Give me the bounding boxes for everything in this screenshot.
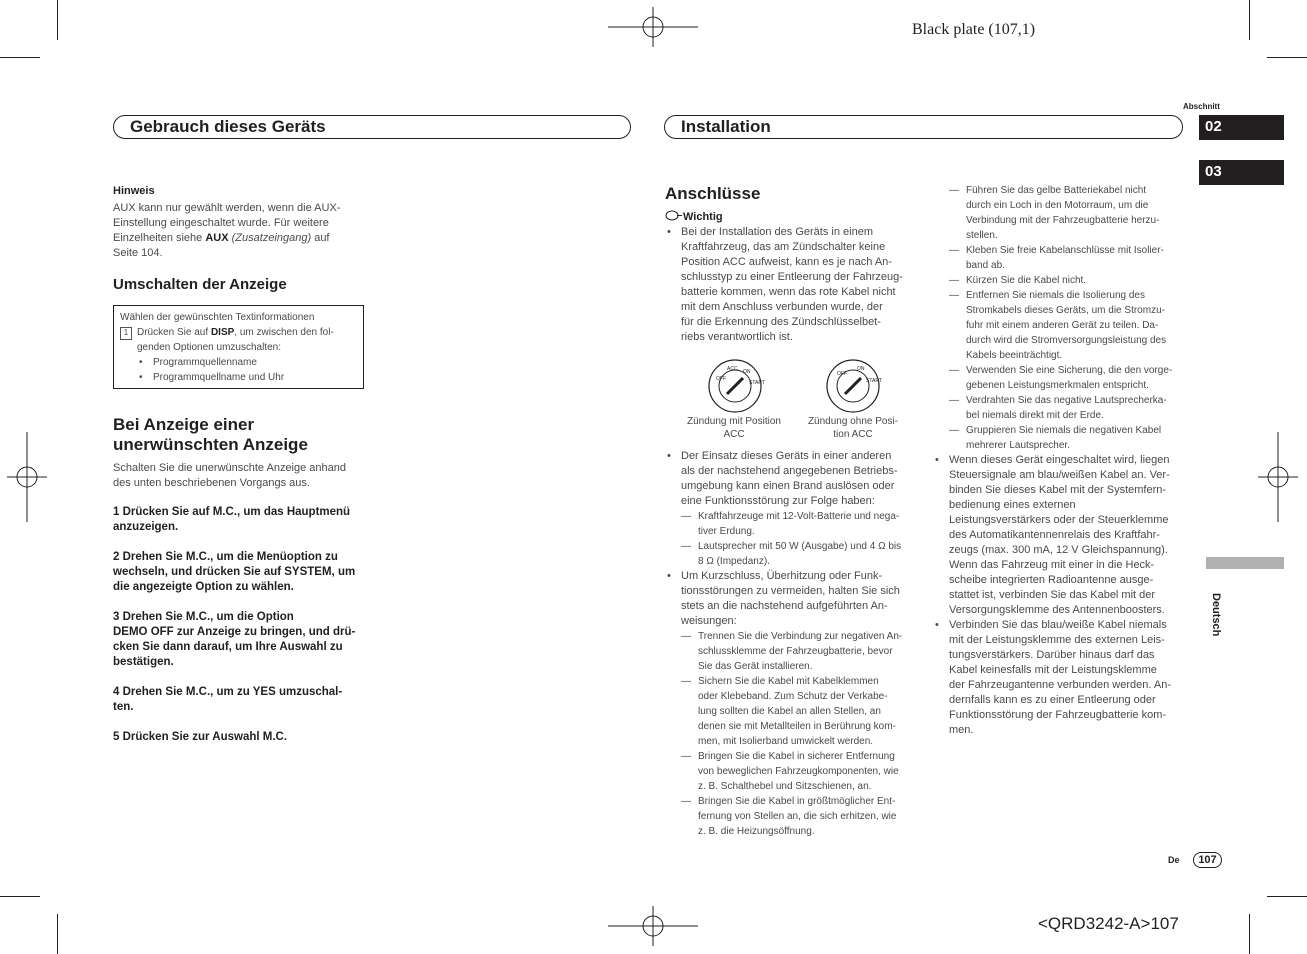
anschluesse-title: Anschlüsse xyxy=(665,184,761,203)
text-line: von beweglichen Fahrzeugkomponenten, wie xyxy=(698,766,899,777)
anzeige-title: Bei Anzeige einer xyxy=(113,415,255,434)
text-line: bel niemals direkt mit der Erde. xyxy=(966,410,1104,421)
dash-item xyxy=(681,629,917,674)
right-column xyxy=(949,183,1184,738)
text-line: durch ein Loch in den Motorraum, um die xyxy=(966,200,1149,211)
bullet-item xyxy=(665,569,917,629)
hinweis-title: Hinweis xyxy=(113,185,155,197)
dash-item xyxy=(949,363,1184,393)
ignition-label: OFF xyxy=(716,376,726,382)
text-line: stets an die nachstehend aufgeführten An- xyxy=(681,600,888,612)
text-line: • Wenn dieses Gerät eingeschaltet wird, liegen xyxy=(949,454,1170,466)
text-line: — Trennen Sie die Verbindung zur negativen An- xyxy=(698,631,903,642)
ignition-label: START xyxy=(866,378,882,384)
dash-item xyxy=(681,749,917,794)
step-line: 2 Drehen Sie M.C., um die Menüoption zu xyxy=(113,551,338,563)
step-1 xyxy=(113,505,365,535)
section-title: Installation xyxy=(681,117,771,136)
text-line: — Kleben Sie freie Kabelanschlüsse mit Isolier- xyxy=(966,245,1164,256)
dash-item xyxy=(949,273,1184,288)
text-line: z. B. Schalthebel und Sitzschienen, an. xyxy=(698,781,872,792)
caption-line: ACC xyxy=(723,429,745,440)
ignition-label: ON xyxy=(743,369,751,375)
aux-ref-italic: (Zusatzeingang) xyxy=(231,232,312,244)
ignition-label: ACC xyxy=(727,366,738,372)
step-line: wechseln, und drücken Sie auf SYSTEM, um xyxy=(113,566,356,578)
text-line: • Der Einsatz dieses Geräts in einer anderen xyxy=(681,450,892,462)
step-line: 1 Drücken Sie auf M.C., um das Hauptmenü xyxy=(113,506,351,518)
text-line: fuhr mit einem anderen Gerät zu teilen. Da- xyxy=(966,320,1159,331)
footer-lang: De xyxy=(1168,855,1180,865)
step-5 xyxy=(113,730,365,745)
crop-mark xyxy=(57,0,58,40)
text-line: tionsstörungen zu vermeiden, halten Sie sich xyxy=(681,585,900,597)
hinweis-text: AUX kann nur gewählt werden, wenn die AUX- xyxy=(113,202,341,214)
abschnitt-label: Abschnitt xyxy=(1183,102,1220,111)
dash-item xyxy=(681,674,917,749)
text-line: Kabel keinesfalls mit der Leistungsklemme xyxy=(949,664,1157,676)
page-number-badge xyxy=(1193,852,1222,868)
crop-mark xyxy=(1249,914,1250,954)
box-step xyxy=(120,325,357,340)
text-line: zeugs (max. 300 mA, 12 V Gleichspannung). xyxy=(949,544,1168,556)
text-line: weisungen: xyxy=(681,615,737,627)
registration-mark-icon xyxy=(1258,432,1298,522)
caption-line: Zündung mit Position xyxy=(687,416,781,427)
page-code: <QRD3242-A>107 xyxy=(1038,914,1179,933)
text-run: auf xyxy=(311,232,330,244)
box-step-cont: genden Optionen umzuschalten: xyxy=(137,342,281,353)
language-tab: Deutsch xyxy=(1210,593,1222,637)
text-line: umgebung kann einen Brand auslösen oder xyxy=(681,480,895,492)
text-line: 8 Ω (Impedanz). xyxy=(698,556,770,567)
dash-item xyxy=(949,243,1184,273)
text-line: • Bei der Installation des Geräts in einem xyxy=(681,226,873,238)
text-line: gebenen Leistungsmerkmalen entspricht. xyxy=(966,380,1149,391)
text-line: Versorgungsklemme des Antennenboosters. xyxy=(949,604,1165,616)
text-line: lung sollten die Kabel an allen Stellen, an xyxy=(698,706,881,717)
text-line: — Kraftfahrzeuge mit 12-Volt-Batterie und nega- xyxy=(698,511,900,522)
dash-item xyxy=(949,183,1184,243)
step-4 xyxy=(113,685,365,715)
text-line: Position ACC aufweist, kann es je nach An- xyxy=(681,256,892,268)
text-run: Drücken Sie auf xyxy=(137,327,211,338)
caption-line: Zündung ohne Posi- xyxy=(807,416,899,427)
crop-mark xyxy=(0,57,40,58)
page-number: 107 xyxy=(1198,854,1217,866)
text-line: • Um Kurzschluss, Überhitzung oder Funk- xyxy=(681,570,883,582)
crop-mark xyxy=(1249,0,1250,40)
step-line: 5 Drücken Sie zur Auswahl M.C. xyxy=(113,731,288,743)
text-line: Wenn das Fahrzeug mit einer in die Heck- xyxy=(949,559,1155,571)
hinweis-text: Einstellung eingeschaltet wurde. Für weitere xyxy=(113,217,329,229)
step-line: anzuzeigen. xyxy=(113,521,179,533)
step-line: DEMO OFF zur Anzeige zu bringen, und drü- xyxy=(113,626,356,638)
step-2 xyxy=(113,550,365,595)
text-line: der Fahrzeugantenne verbunden werden. An- xyxy=(949,679,1171,691)
text-line: band ab. xyxy=(966,260,1005,271)
text-line: schlusstyp zu einer Entleerung der Fahrzeug- xyxy=(681,271,903,283)
dash-item xyxy=(949,423,1184,453)
disp-ref: DISP xyxy=(210,327,235,338)
box-list-item: • Programmquellname und Uhr xyxy=(137,370,357,385)
step-3 xyxy=(113,610,365,670)
text-line: z. B. die Heizungsöffnung. xyxy=(698,826,815,837)
anzeige-text: Schalten Sie die unerwünschte Anzeige anhand xyxy=(113,462,347,474)
ignition-with-acc-icon xyxy=(707,358,763,414)
ignition-caption xyxy=(800,415,906,441)
ignition-label: START xyxy=(749,380,765,386)
middle-column xyxy=(665,184,917,345)
text-line: riebs verantwortlich ist. xyxy=(681,331,793,343)
umschalten-title: Umschalten der Anzeige xyxy=(113,276,287,293)
step-number-icon: 1 xyxy=(120,327,132,340)
text-line: men, mit Isolierband umwickelt werden. xyxy=(698,736,874,747)
text-line: binden Sie dieses Kabel mit der Systemfern- xyxy=(949,484,1167,496)
step-line: bestätigen. xyxy=(113,656,174,668)
bullet-item xyxy=(933,618,1184,738)
step-line: ten. xyxy=(113,701,134,713)
dash-item xyxy=(949,288,1184,363)
ignition-caption xyxy=(682,415,786,441)
crop-mark xyxy=(1267,57,1307,58)
registration-mark-icon xyxy=(7,432,47,522)
text-line: bedienung eines externen xyxy=(949,499,1076,511)
hinweis-text xyxy=(113,231,365,246)
text-line: des Automatikantennenrelais des Kraftfahr- xyxy=(949,529,1160,541)
left-column-lower xyxy=(113,415,365,745)
text-run: , um zwischen den fol- xyxy=(234,327,334,338)
text-line: als der nachstehend angegebenen Betriebs- xyxy=(681,465,898,477)
text-line: fernung von Stellen an, die sich erhitzen, wie xyxy=(698,811,897,822)
registration-mark-icon xyxy=(608,7,698,47)
wichtig-line xyxy=(665,210,917,225)
text-line: — Bringen Sie die Kabel in größtmöglicher Ent- xyxy=(698,796,896,807)
ignition-without-acc-icon xyxy=(825,358,881,414)
warning-hand-icon xyxy=(665,210,683,221)
section-tab-02: 02 xyxy=(1199,115,1284,140)
dash-list xyxy=(665,629,917,839)
text-line: Leistungsverstärkers oder der Steuerklemme xyxy=(949,514,1169,526)
text-line: stellen. xyxy=(966,230,998,241)
crop-mark xyxy=(57,914,58,954)
text-line: — Entfernen Sie niemals die Isolierung des xyxy=(966,290,1145,301)
crop-mark xyxy=(1267,896,1307,897)
text-line: für die Erkennung des Zündschlüsselbet- xyxy=(681,316,881,328)
text-line: Kraftfahrzeug, das am Zündschalter keine xyxy=(681,241,886,253)
text-line: schlussklemme der Fahrzeugbatterie, bevor xyxy=(698,646,893,657)
dash-item xyxy=(681,539,917,569)
text-line: eine Funktionsstörung zur Folge haben: xyxy=(681,495,875,507)
step-line: die angezeigte Option zu wählen. xyxy=(113,581,294,593)
text-line: — Kürzen Sie die Kabel nicht. xyxy=(966,275,1087,286)
text-line: — Verwenden Sie eine Sicherung, die den vorge- xyxy=(966,365,1173,376)
text-line: — Sichern Sie die Kabel mit Kabelklemmen xyxy=(698,676,879,687)
anzeige-title: unerwünschten Anzeige xyxy=(113,435,308,454)
text-line: stattet ist, verbinden Sie das Kabel mit der xyxy=(949,589,1156,601)
text-line: — Lautsprecher mit 50 W (Ausgabe) und 4 Ω bis xyxy=(698,541,902,552)
text-line: Kabels beeinträchtigt. xyxy=(966,350,1063,361)
section-tab-03: 03 xyxy=(1199,160,1284,185)
hinweis-text: Seite 104. xyxy=(113,247,163,259)
text-line: tungsverstärkers. Darüber hinaus darf das xyxy=(949,649,1155,661)
procedure-box xyxy=(113,305,364,389)
text-line: denen sie mit Metallteilen in Berührung kom- xyxy=(698,721,896,732)
text-line: batterie kommen, wenn das rote Kabel nicht xyxy=(681,286,896,298)
section-title: Gebrauch dieses Geräts xyxy=(130,117,326,136)
text-line: Stromkabels dieses Geräts, um die Stromzu- xyxy=(966,305,1165,316)
left-column xyxy=(113,184,365,295)
ignition-label: ON xyxy=(857,366,865,372)
text-line: men. xyxy=(949,724,974,736)
text-line: Verbindung mit der Fahrzeugbatterie herzu- xyxy=(966,215,1160,226)
text-run: Einzelheiten siehe xyxy=(113,232,206,244)
text-line: Sie das Gerät installieren. xyxy=(698,661,813,672)
middle-column-lower xyxy=(665,449,917,839)
text-line: mehrerer Lautsprecher. xyxy=(966,440,1070,451)
text-line: — Führen Sie das gelbe Batteriekabel nicht xyxy=(966,185,1147,196)
dash-list xyxy=(665,509,917,569)
text-line: durch wird die Stromversorgungsleistung des xyxy=(966,335,1167,346)
text-line: oder Klebeband. Zum Schutz der Verkabe- xyxy=(698,691,888,702)
step-line: 3 Drehen Sie M.C., um die Option xyxy=(113,611,294,623)
box-title: Wählen der gewünschten Textinformationen xyxy=(120,312,315,323)
anzeige-text: des unten beschriebenen Vorgangs aus. xyxy=(113,477,310,489)
wichtig-label: Wichtig xyxy=(683,211,723,223)
bullet-item xyxy=(665,449,917,509)
crop-mark xyxy=(0,896,40,897)
text-line: dernfalls kann es zu einer Entleerung oder xyxy=(949,694,1156,706)
text-line: mit dem Anschluss verbunden wurde, der xyxy=(681,301,883,313)
dash-item xyxy=(681,794,917,839)
caption-line: tion ACC xyxy=(833,429,873,440)
text-line: mit der Leistungsklemme des externen Leis- xyxy=(949,634,1165,646)
text-line: tiver Erdung. xyxy=(698,526,755,537)
box-list-item: • Programmquellenname xyxy=(137,355,357,370)
ignition-label: OFF xyxy=(837,371,847,377)
bullet-item xyxy=(665,225,917,345)
step-line: cken Sie dann darauf, um Ihre Auswahl zu xyxy=(113,641,343,653)
text-line: — Verdrahten Sie das negative Lautsprecherka- xyxy=(966,395,1167,406)
section-header-right xyxy=(664,115,1183,139)
text-line: — Gruppieren Sie niemals die negativen Kabel xyxy=(966,425,1162,436)
text-line: — Bringen Sie die Kabel in sicherer Entfernung xyxy=(698,751,895,762)
registration-mark-icon xyxy=(608,906,698,946)
language-tab-bar xyxy=(1206,557,1284,569)
step-line: 4 Drehen Sie M.C., um zu YES umzuschal- xyxy=(113,686,343,698)
text-line: Steuersignale am blau/weißen Kabel an. Ver- xyxy=(949,469,1170,481)
section-header-left xyxy=(113,115,631,139)
bullet-item xyxy=(933,453,1184,618)
aux-ref: AUX xyxy=(205,232,229,244)
text-line: scheibe integrierten Radioantenne ausge- xyxy=(949,574,1154,586)
dash-item xyxy=(681,509,917,539)
dash-item xyxy=(949,393,1184,423)
plate-label: Black plate (107,1) xyxy=(912,21,1036,38)
text-line: Funktionsstörung der Fahrzeugbatterie kom- xyxy=(949,709,1167,721)
text-line: • Verbinden Sie das blau/weiße Kabel niemals xyxy=(949,619,1167,631)
